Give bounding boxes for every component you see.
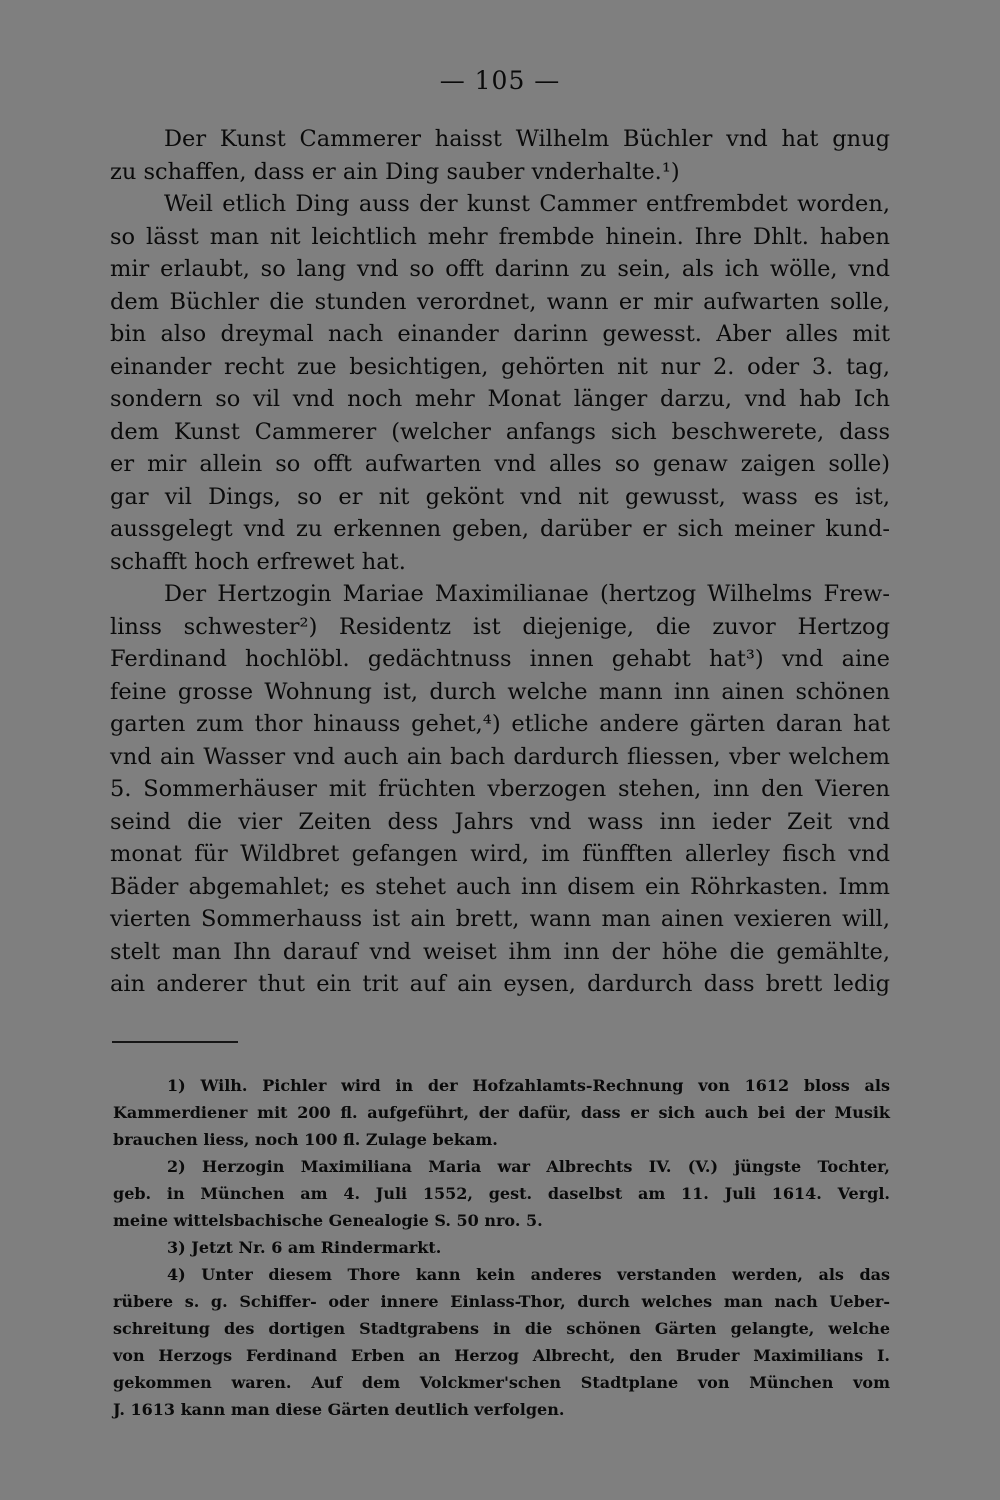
footnote-line: 4) Unter diesem Thore kann kein anderes verstanden werden, als das	[167, 1265, 890, 1284]
footnotes	[113, 1072, 890, 1423]
text-line: zu schaffen, dass er ain Ding sauber vnderhalte.¹)	[110, 158, 680, 185]
text-line: sondern so vil vnd noch mehr Monat länger darzu, vnd hab Ich	[110, 386, 890, 412]
text-line: Weil etlich Ding auss der kunst Cammer entfrembdet worden,	[164, 191, 890, 217]
footnote-divider	[112, 1041, 238, 1043]
footnote-line: brauchen liess, noch 100 fl. Zulage bekam.	[113, 1130, 498, 1149]
footnote-line: Kammerdiener mit 200 fl. aufgeführt, der dafür, dass er sich auch bei der Musik	[113, 1103, 890, 1122]
footnote-line: J. 1613 kann man diese Gärten deutlich verfolgen.	[113, 1400, 565, 1419]
text-line: linss schwester²) Residentz ist diejenige, die zuvor Hertzog	[110, 613, 890, 640]
text-line: Ferdinand hochlöbl. gedächtnuss innen gehabt hat³) vnd aine	[110, 646, 890, 672]
footnote-line: 3) Jetzt Nr. 6 am Rindermarkt.	[167, 1238, 442, 1257]
page-number: — 105 —	[439, 66, 561, 95]
text-line: monat für Wildbret gefangen wird, im fünfften allerley fisch vnd	[110, 841, 890, 867]
text-line: vnd ain Wasser vnd auch ain bach dardurch fliessen, vber welchem	[110, 743, 890, 770]
footnote-line: rübere s. g. Schiffer- oder innere Einlass-Thor, durch welches man nach Ueber-	[113, 1292, 890, 1311]
footnote-line: schreitung des dortigen Stadtgrabens in die schönen Gärten gelangte, welche	[113, 1319, 890, 1338]
footnote-line: 1) Wilh. Pichler wird in der Hofzahlamts-Rechnung von 1612 bloss als	[167, 1076, 890, 1095]
text-line: ain anderer thut ein trit auf ain eysen, dardurch dass brett ledig	[110, 971, 890, 997]
text-line: einander recht zue besichtigen, gehörten nit nur 2. oder 3. tag,	[110, 353, 890, 380]
text-line: feine grosse Wohnung ist, durch welche mann inn ainen schönen	[110, 678, 890, 705]
text-line: stelt man Ihn darauf vnd weiset ihm inn der höhe die gemählte,	[110, 938, 890, 965]
text-line: so lässt man nit leichtlich mehr frembde hinein. Ihre Dhlt. haben	[110, 223, 890, 250]
text-line: bin also dreymal nach einander darinn gewesst. Aber alles mit	[110, 321, 890, 347]
footnote-line: gekommen waren. Auf dem Volckmer'schen Stadtplane von München vom	[113, 1373, 890, 1392]
text-line: dem Büchler die stunden verordnet, wann er mir aufwarten solle,	[110, 288, 890, 315]
text-line: Der Kunst Cammerer haisst Wilhelm Büchler vnd hat gnug	[164, 126, 890, 152]
footnote-line: meine wittelsbachische Genealogie S. 50 nro. 5.	[113, 1211, 543, 1230]
text-line: mir erlaubt, so lang vnd so offt darinn zu sein, als ich wölle, vnd	[110, 256, 890, 282]
footnote-line: von Herzogs Ferdinand Erben an Herzog Albrecht, den Bruder Maximilians I.	[113, 1346, 890, 1365]
footnote-line: geb. in München am 4. Juli 1552, gest. daselbst am 11. Juli 1614. Vergl.	[113, 1184, 890, 1203]
text-line: 5. Sommerhäuser mit früchten vberzogen stehen, inn den Vieren	[110, 776, 890, 802]
text-line: seind die vier Zeiten dess Jahrs vnd wass inn ieder Zeit vnd	[110, 808, 890, 835]
body-text	[110, 123, 890, 1001]
text-line: schafft hoch erfrewet hat.	[110, 548, 406, 575]
text-line: Der Hertzogin Mariae Maximilianae (hertzog Wilhelms Frew-	[164, 581, 890, 607]
text-line: Bäder abgemahlet; es stehet auch inn disem ein Röhrkasten. Imm	[110, 873, 890, 900]
text-line: garten zum thor hinauss gehet,⁴) etliche andere gärten daran hat	[110, 711, 890, 737]
text-line: dem Kunst Cammerer (welcher anfangs sich beschwerete, dass	[110, 418, 890, 445]
text-line: er mir allein so offt aufwarten vnd alles so genaw zaigen solle)	[110, 451, 890, 477]
text-line: aussgelegt vnd zu erkennen geben, darüber er sich meiner kund-	[110, 516, 890, 542]
text-line: gar vil Dings, so er nit gekönt vnd nit gewusst, wass es ist,	[110, 483, 890, 510]
text-line: vierten Sommerhauss ist ain brett, wann man ainen vexieren will,	[110, 906, 890, 932]
footnote-line: 2) Herzogin Maximiliana Maria war Albrechts IV. (V.) jüngste Tochter,	[167, 1157, 890, 1176]
